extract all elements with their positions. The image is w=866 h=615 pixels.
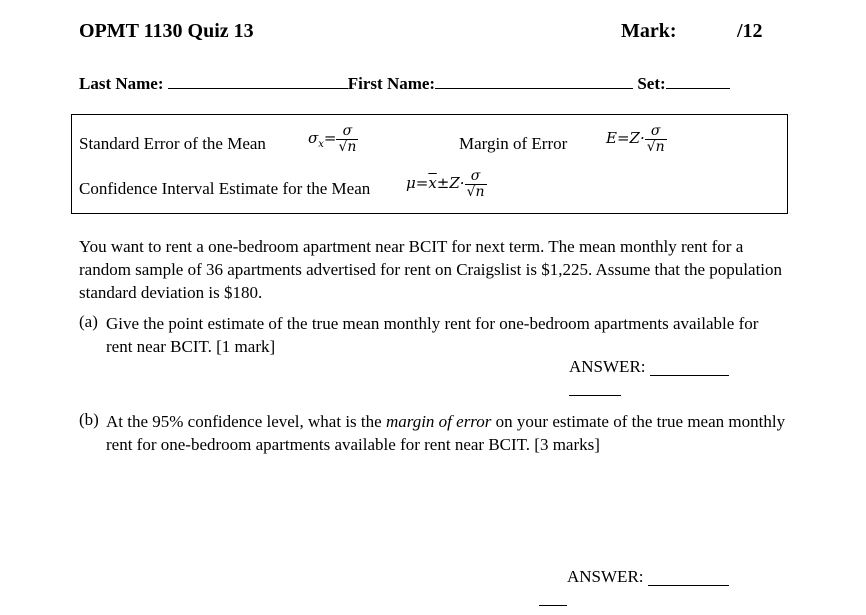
answer-b-line[interactable] bbox=[648, 585, 729, 586]
question-a-label: (a) bbox=[79, 312, 98, 331]
moe-formula: E=Z· $\frac{\sigma}{√n}$ bbox=[606, 123, 665, 155]
first-name-field[interactable] bbox=[435, 74, 633, 89]
sem-fraction: $\frac{\sigma}{√n}$ bbox=[338, 123, 357, 155]
quiz-title: OPMT 1130 Quiz 13 bbox=[79, 20, 254, 42]
answer-a-line-2[interactable] bbox=[569, 395, 621, 396]
set-label: Set: bbox=[637, 74, 666, 93]
answer-a-line[interactable] bbox=[650, 375, 729, 376]
question-b-label: (b) bbox=[79, 410, 99, 429]
answer-b-line-2[interactable] bbox=[539, 605, 567, 606]
question-a-text: Give the point estimate of the true mean monthly rent for one-bedroom apartments available for rent near BCIT. [1 mark] bbox=[106, 314, 759, 356]
moe-label: Margin of Error bbox=[459, 134, 568, 153]
formula-box bbox=[71, 114, 788, 214]
ci-label: Confidence Interval Estimate for the Mean bbox=[79, 179, 371, 198]
last-name-label: Last Name: bbox=[79, 74, 164, 93]
moe-fraction: $\frac{\sigma}{√n}$ bbox=[646, 123, 665, 155]
margin-of-error-emphasis: margin of error bbox=[385, 412, 492, 431]
ci-fraction: $\frac{\sigma}{√n}$ bbox=[466, 168, 485, 200]
answer-b-label: ANSWER: bbox=[567, 567, 644, 586]
mark-label: Mark: bbox=[621, 20, 677, 42]
ci-formula: $\mu=\overline{x}\pm Z\cdot$ $\frac{\sigma}{√n}$ bbox=[406, 168, 485, 200]
question-b-text: At the 95% confidence level, what is the margin of error on your estimate of the true mean monthly rent for one-bedroom apartments available for rent near BCIT. [3 marks] bbox=[106, 412, 786, 454]
first-name-label: First Name: bbox=[347, 74, 436, 93]
sem-formula: $\sigma_x=$ $\frac{\sigma}{√n}$ bbox=[308, 123, 357, 155]
last-name-field[interactable] bbox=[168, 74, 348, 89]
set-field[interactable] bbox=[666, 74, 730, 89]
answer-a-label: ANSWER: bbox=[569, 357, 646, 376]
problem-intro: You want to rent a one-bedroom apartment near BCIT for next term. The mean monthly rent for a random sample of 36 apartments advertised for rent on Craigslist is $1,225. Assume that the population standard deviation is $180. bbox=[79, 237, 783, 302]
student-fields-row bbox=[79, 74, 730, 94]
mark-total: /12 bbox=[737, 20, 763, 42]
sem-label: Standard Error of the Mean bbox=[79, 134, 266, 153]
